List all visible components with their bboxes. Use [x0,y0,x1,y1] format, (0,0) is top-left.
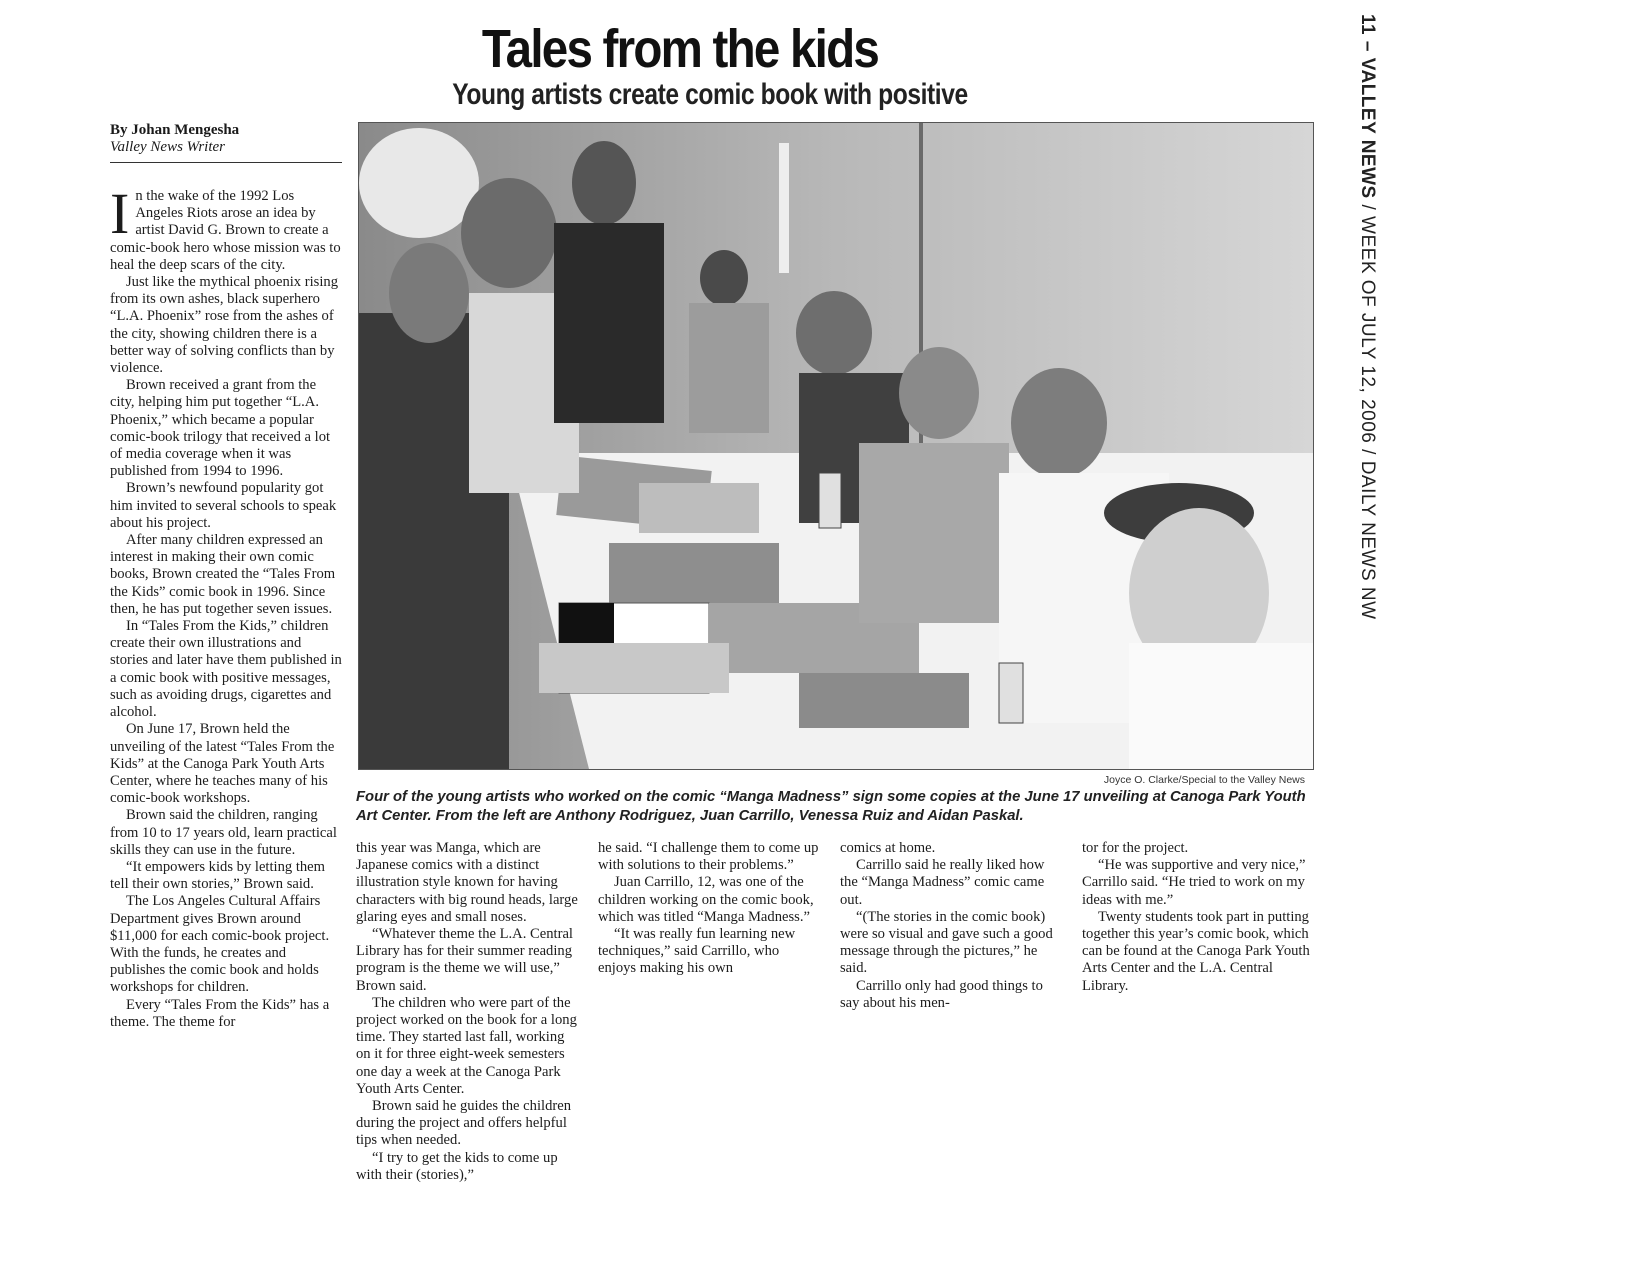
photo-credit: Joyce O. Clarke/Special to the Valley News [1103,774,1305,786]
drop-cap: I [110,181,130,246]
article-paragraph: comics at home. [840,840,936,856]
article-paragraph: “Whatever theme the L.A. Central Library has for their summer reading program is the theme we will use,” Brown said. [356,926,573,994]
headline: Tales from the kids [481,19,879,79]
article-paragraph: Brown’s newfound popularity got him invited to several schools to speak about his project. [110,480,337,531]
folio-dash: – [1357,35,1378,58]
article-paragraph: The Los Angeles Cultural Affairs Department gives Brown around $11,000 for each comic-book project. With the funds, he creates and publishes the comic book and holds workshops for children. [110,893,330,996]
article-paragraph: Brown received a grant from the city, helping him put together “L.A. Phoenix,” which became a popular comic-book trilogy that received a lot of media coverage when it was published from 1994 to 1996. [110,377,331,480]
article-paragraph: Brown said the children, ranging from 10 to 17 years old, learn practical skills they can use in the future. [110,807,337,858]
lead-paragraph [110,181,342,274]
page-folio [1348,14,1388,620]
article-paragraph: “It was really fun learning new techniques,” said Carrillo, who enjoys making his own [598,926,796,977]
page-number: 11 [1357,14,1378,36]
article-column-5 [1082,840,1310,995]
article-column-4 [840,840,1062,1012]
byline-rule [110,162,342,163]
article-paragraph: “He was supportive and very nice,” Carrillo said. “He tried to work on my ideas with me.” [1082,857,1306,908]
byline-name: By Johan Mengesha [110,122,240,138]
article-paragraph: this year was Manga, which are Japanese comics with a distinct illustration style known for having characters with big round heads, large glaring eyes and small noses. [356,840,578,925]
article-paragraph: Every “Tales From the Kids” has a theme. The theme for [110,996,330,1030]
byline-title: Valley News Writer [110,139,225,155]
article-paragraph: Carrillo said he really liked how the “Manga Madness” comic came out. [840,857,1045,908]
byline [110,122,342,163]
article-column-2 [356,840,578,1184]
article-paragraph: “(The stories in the comic book) were so visual and gave such a good message through the pictures,” he said. [840,908,1053,977]
news-photo [358,122,1314,770]
article-paragraph: Just like the mythical phoenix rising from its own ashes, black superhero “L.A. Phoenix” rose from the ashes of the city, showing children there is a better way of solving conflicts than by violence. [110,274,338,377]
subhead: Young artists create comic book with positive [452,78,968,111]
folio-date: / WEEK OF JULY 12, 2006 / DAILY NEWS NW [1357,198,1378,620]
article-paragraph: tor for the project. [1082,840,1189,856]
article-paragraph: Twenty students took part in putting together this year’s comic book, which can be found at the Canoga Park Youth Arts Center and the L.A. Central Library. [1082,908,1310,994]
lead-text: n the wake of the 1992 Los Angeles Riots arose an idea by artist David G. Brown to create a comic-book hero whose mission was to heal the deep scars of the city. [110,188,341,273]
article-paragraph: After many children expressed an interest in making their own comic books, Brown created the “Tales From the Kids” comic book in 1996. Since then, he has put together seven issues. [110,532,336,617]
article-paragraph: Juan Carrillo, 12, was one of the children working on the comic book, which was titled “Manga Madness.” [598,874,814,925]
folio-text [1356,14,1378,620]
article-paragraph: “It empowers kids by letting them tell their own stories,” Brown said. [110,858,326,893]
article-column-3 [598,840,820,978]
article-paragraph: On June 17, Brown held the unveiling of the latest “Tales From the Kids” at the Canoga Park Youth Arts Center, where he teaches many of his comic-book workshops. [110,721,335,807]
section-name: VALLEY NEWS [1357,57,1378,199]
article-paragraph: he said. “I challenge them to come up with solutions to their problems.” [598,840,819,874]
article-paragraph: Carrillo only had good things to say about his men- [840,977,1043,1011]
article-paragraph: Brown said he guides the children during the project and offers helpful tips when needed. [356,1098,571,1149]
article-paragraph: The children who were part of the project worked on the book for a long time. They started last fall, working on it for three eight-week semesters one day a week at the Canoga Park Youth Arts Center. [356,994,577,1097]
photo-caption: Four of the young artists who worked on the comic “Manga Madness” sign some copies at the June 17 unveiling at Canoga Park Youth Art Center. From the left are Anthony Rodriguez, Juan Carrillo, Venessa Ruiz and Aidan Paskal. [356,789,1306,824]
article-paragraph: “I try to get the kids to come up with their (stories),” [356,1149,558,1183]
article-paragraph: In “Tales From the Kids,” children create their own illustrations and stories and later have them published in a comic book with positive messages, such as avoiding drugs, cigarettes and alcohol. [110,618,342,721]
article-column-1 [110,181,342,1031]
photo-illustration [359,123,1313,769]
